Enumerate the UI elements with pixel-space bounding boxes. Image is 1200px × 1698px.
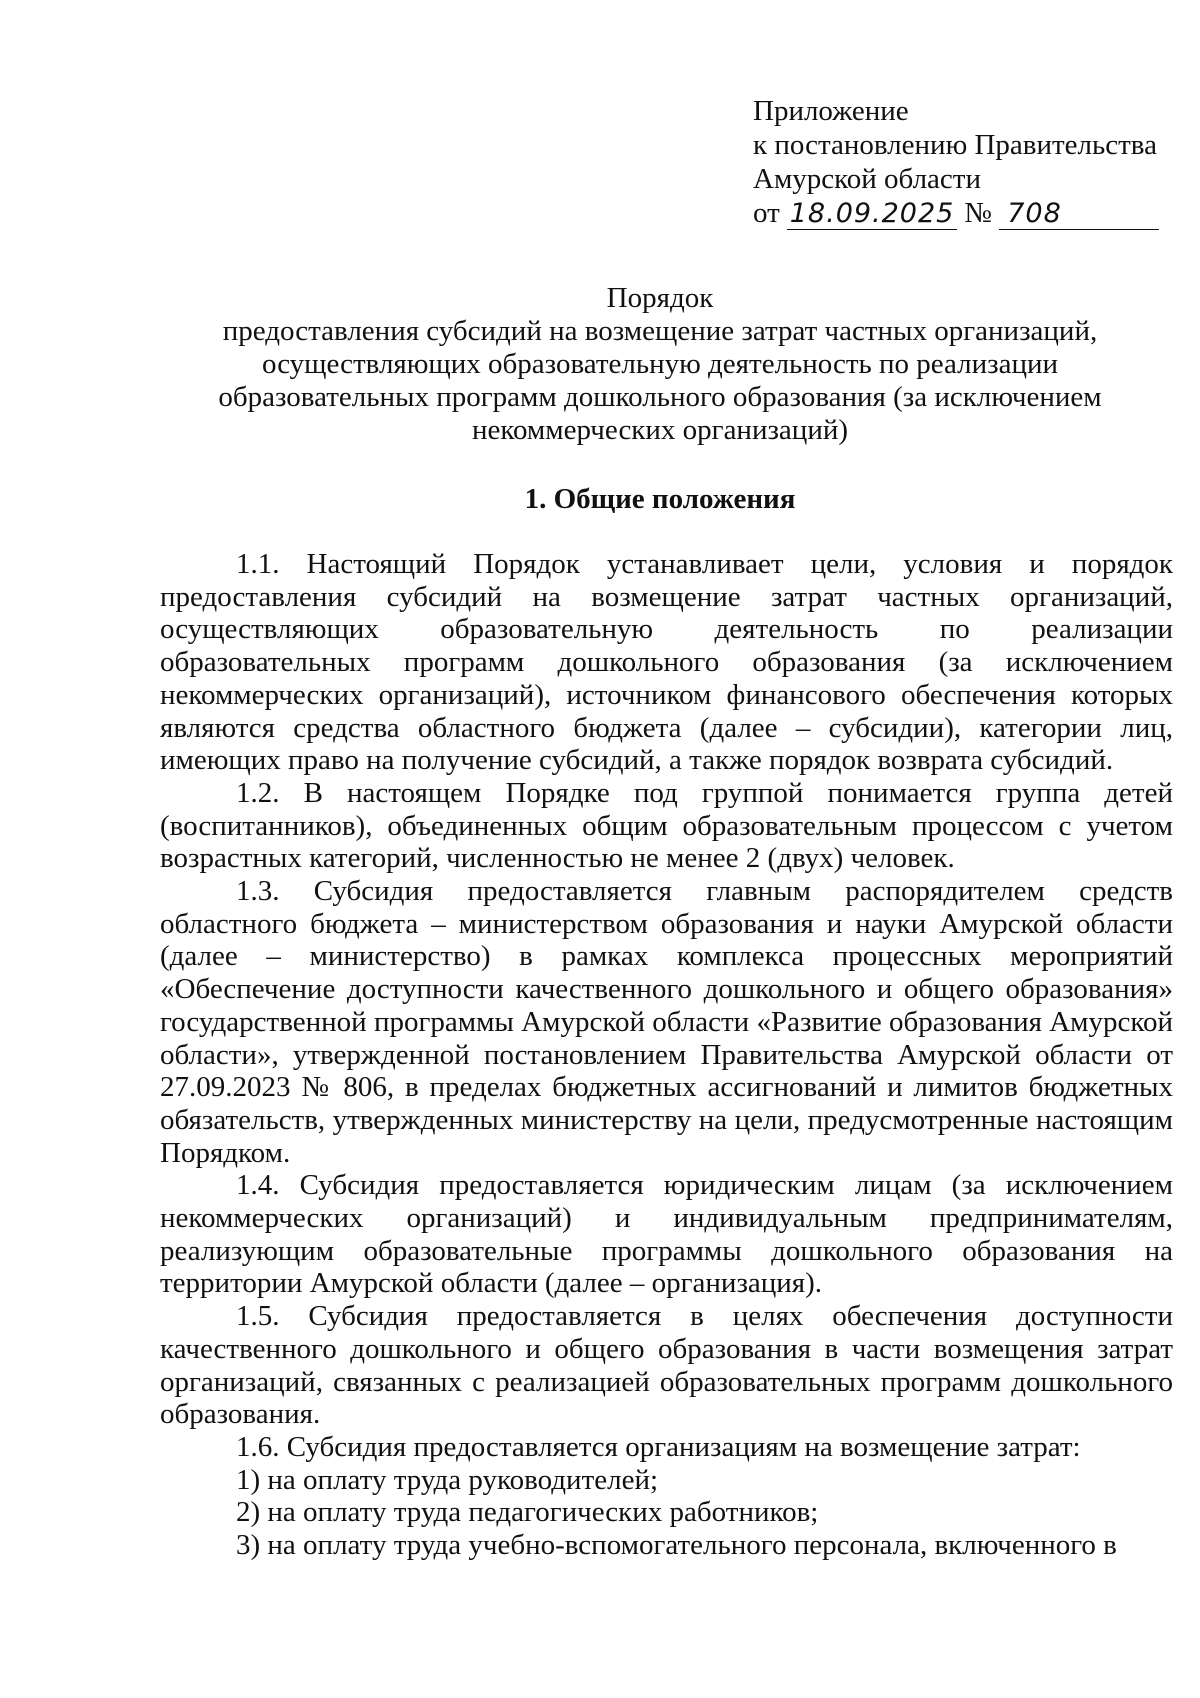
paragraph-1-4: 1.4. Субсидия предоставляется юридическим лицам (за исключением некоммерческих организаций) и индивидуальным предпринимателям, реализующим образовательные программы дошкольного образования на территории Амурской области (далее – организация). bbox=[160, 1169, 1173, 1300]
title-line-5: некоммерческих организаций) bbox=[471, 414, 849, 446]
appendix-reference: к постановлению Правительства bbox=[753, 129, 1157, 161]
handwritten-date: 18.09.2025 bbox=[787, 199, 957, 230]
list-item-3: 3) на оплату труда учебно-вспомогательного персонала, включенного в bbox=[236, 1529, 1117, 1562]
title-line-2: предоставления субсидий на возмещение затрат частных организаций, bbox=[222, 315, 1098, 347]
title-line-4: образовательных программ дошкольного образования (за исключением bbox=[218, 381, 1102, 413]
appendix-date-number-line bbox=[753, 196, 1173, 230]
list-item-1: 1) на оплату труда руководителей; bbox=[236, 1463, 659, 1496]
list-item-2: 2) на оплату труда педагогических работников; bbox=[236, 1496, 819, 1529]
paragraph-1-1: 1.1. Настоящий Порядок устанавливает цели, условия и порядок предоставления субсидий на возмещение затрат частных организаций, осуществляющих образовательную деятельность по реализации образовательных программ дошкольного образования (за исключением некоммерческих организаций), источником финансового обеспечения которых являются средства областного бюджета (далее – субсидии), категории лиц, имеющих право на получение субсидий, а также порядок возврата субсидий. bbox=[160, 548, 1173, 777]
paragraph-1-2: 1.2. В настоящем Порядке под группой понимается группа детей (воспитанников), объединенных общим образовательным процессом с учетом возрастных категорий, численностью не менее 2 (двух) человек. bbox=[160, 776, 1173, 875]
number-sign: № bbox=[964, 197, 992, 229]
title-line-3: осуществляющих образовательную деятельность по реализации bbox=[261, 348, 1059, 380]
title-line-1: Порядок bbox=[606, 282, 714, 314]
paragraph-1-6: 1.6. Субсидия предоставляется организациям на возмещение затрат: bbox=[236, 1430, 1081, 1463]
section-heading: 1. Общие положения bbox=[524, 483, 796, 515]
appendix-region: Амурской области bbox=[753, 163, 981, 195]
appendix-block bbox=[753, 94, 1173, 230]
paragraph-1-5: 1.5. Субсидия предоставляется в целях обеспечения доступности качественного дошкольного и общего образования в части возмещения затрат организаций, связанных с реализацией образовательных программ дошкольного образования. bbox=[160, 1300, 1173, 1431]
appendix-title: Приложение bbox=[753, 95, 909, 127]
handwritten-number: 708 bbox=[999, 199, 1159, 230]
date-prefix: от bbox=[753, 197, 780, 229]
paragraph-1-3: 1.3. Субсидия предоставляется главным распорядителем средств областного бюджета – министерством образования и науки Амурской области (далее – министерство) в рамках комплекса процессных мероприятий «Обеспечение доступности качественного дошкольного и общего образования» государственной программы Амурской области «Развитие образования Амурской области», утвержденной постановлением Правительства Амурской области от 27.09.2023 № 806, в пределах бюджетных ассигнований и лимитов бюджетных обязательств, утвержденных министерству на цели, предусмотренные настоящим Порядком. bbox=[160, 875, 1173, 1169]
document-title bbox=[150, 282, 1170, 447]
document-body bbox=[160, 548, 1173, 1562]
